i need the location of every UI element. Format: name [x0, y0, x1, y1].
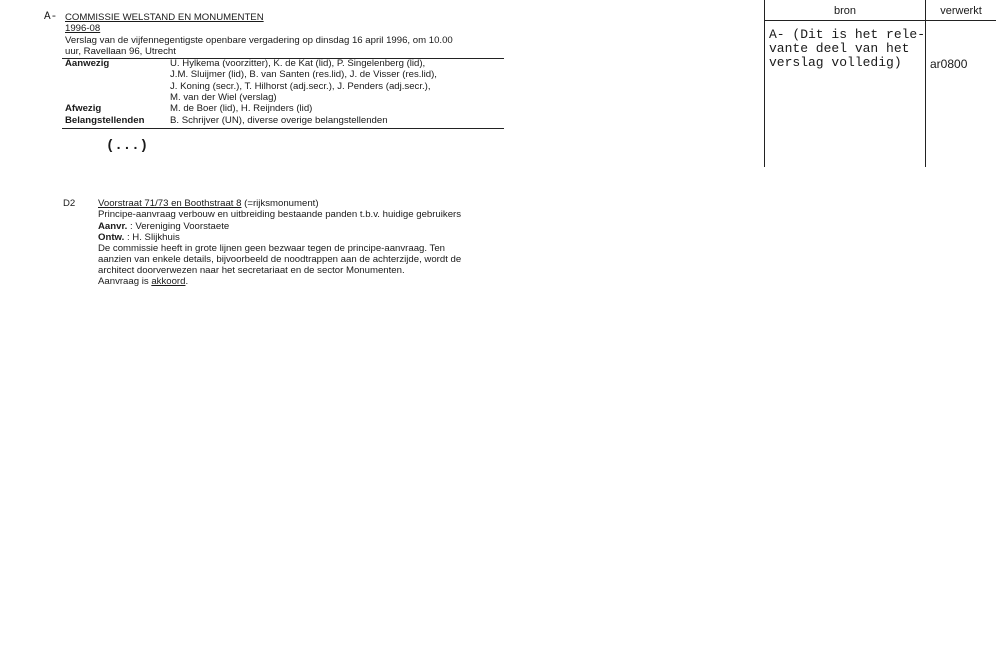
designer-value: : H. Slijkhuis [126, 232, 180, 243]
item-title-suffix: (=rijksmonument) [244, 198, 319, 209]
item-body-line: architect doorverwezen naar het secretariaat en de sector Monumenten. [98, 265, 405, 276]
present-line: U. Hylkema (voorzitter), K. de Kat (lid), P. Singelenberg (lid), [170, 58, 426, 69]
conclusion-prefix: Aanvraag is [98, 276, 152, 287]
side-table-header-rule [764, 20, 996, 21]
side-table-left-border [764, 0, 765, 167]
bron-note-line: A- (Dit is het rele- [769, 27, 926, 42]
present-line: J. Koning (secr.), T. Hilhorst (adj.secr.), J. Penders (adj.secr.), [170, 81, 431, 92]
omission-marker: (...) [106, 138, 149, 154]
applicant-label: Aanvr. [98, 221, 128, 232]
conclusion-line [98, 276, 188, 287]
item-code: D2 [63, 198, 76, 209]
applicant-value: : Vereniging Voorstaete [130, 221, 230, 232]
designer-label: Ontw. [98, 232, 125, 243]
item-title: Voorstraat 71/73 en Boothstraat 8 [98, 198, 242, 209]
interested-label: Belangstellenden [65, 115, 145, 126]
item-body-line: De commissie heeft in grote lijnen geen bezwaar tegen de principe-aanvraag. Ten [98, 243, 446, 254]
meeting-number: 1996-08 [65, 23, 101, 34]
conclusion-suffix: . [185, 276, 189, 287]
verwerkt-value: ar0800 [930, 57, 968, 71]
bron-note-line: vante deel van het [769, 41, 910, 56]
absent-label: Afwezig [65, 103, 102, 114]
verwerkt-column-header: verwerkt [940, 5, 982, 17]
report-line-1: Verslag van de vijfennegentigste openbare vergadering op dinsdag 16 april 1996, om 10.00 [65, 35, 453, 46]
item-title-line [98, 198, 319, 209]
side-table-column-divider [925, 0, 926, 167]
attendance-rule [62, 128, 504, 129]
section-marker: A- [44, 11, 58, 23]
bron-note-line: verslag volledig) [769, 55, 902, 70]
absent-value: M. de Boer (lid), H. Reijnders (lid) [170, 103, 313, 114]
report-line-2: uur, Ravellaan 96, Utrecht [65, 46, 176, 57]
designer-line [98, 232, 180, 243]
interested-value: B. Schrijver (UN), diverse overige belangstellenden [170, 115, 388, 126]
conclusion-value: akkoord [151, 276, 186, 287]
item-body-line: aanzien van enkele details, bijvoorbeeld de noodtrappen aan de achterzijde, wordt de [98, 254, 462, 265]
present-line: J.M. Sluijmer (lid), B. van Santen (res.lid), J. de Visser (res.lid), [170, 69, 437, 80]
committee-title: COMMISSIE WELSTAND EN MONUMENTEN [65, 12, 264, 23]
applicant-line [98, 221, 229, 232]
bron-column-header: bron [833, 5, 857, 17]
item-description: Principe-aanvraag verbouw en uitbreiding bestaande panden t.b.v. huidige gebruikers [98, 209, 462, 220]
present-label: Aanwezig [65, 58, 110, 69]
present-line: M. van der Wiel (verslag) [170, 92, 277, 103]
